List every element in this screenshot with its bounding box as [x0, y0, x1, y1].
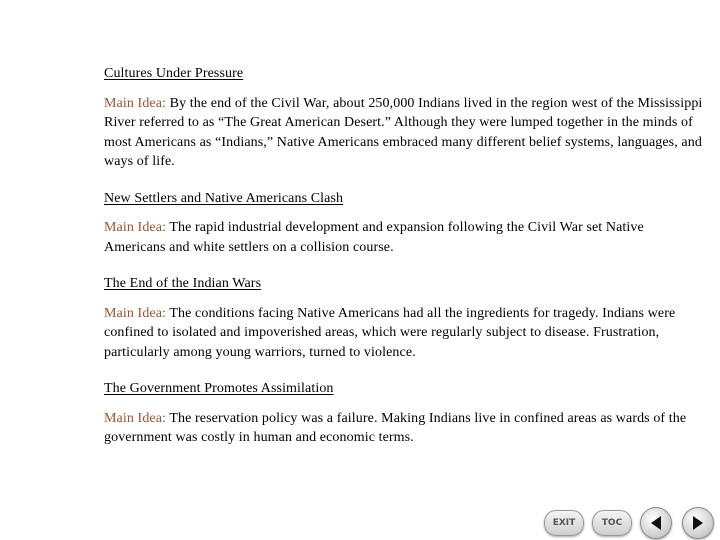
section-heading-link[interactable]: The Government Promotes Assimilation: [104, 381, 334, 396]
triangle-left-icon: [649, 515, 663, 531]
main-idea-text: The rapid industrial development and expansion following the Civil War set Native Americans and white settlers on a collision course.: [104, 220, 644, 255]
next-button[interactable]: [682, 507, 714, 539]
main-idea-paragraph: [104, 94, 704, 172]
main-idea-paragraph: [104, 409, 704, 448]
section-cultures-under-pressure: [104, 64, 704, 172]
main-idea-label: Main Idea:: [104, 410, 167, 426]
section-government-assimilation: [104, 379, 704, 448]
main-idea-text: The conditions facing Native Americans had all the ingredients for tragedy. Indians were confined to isolated and impoverished areas, which were regularly subject to disease. Frustration, particularly among young warriors, turned to violence.: [104, 305, 676, 360]
content-area: [104, 64, 704, 465]
toc-button[interactable]: [592, 510, 632, 536]
exit-button[interactable]: [544, 510, 584, 536]
section-heading-link[interactable]: The End of the Indian Wars: [104, 276, 262, 291]
section-new-settlers: [104, 189, 704, 258]
main-idea-paragraph: [104, 304, 704, 363]
main-idea-text: By the end of the Civil War, about 250,000 Indians lived in the region west of the Mississippi River referred to as “The Great American Desert.” Although they were lumped together in the minds of most Americans as “Indians,” Native Americans embraced many different belief systems, languages, and ways of life.: [104, 95, 703, 169]
section-end-of-indian-wars: [104, 274, 704, 362]
exit-button-label: EXIT: [552, 518, 576, 528]
navigation-bar: [544, 508, 714, 538]
triangle-right-icon: [691, 515, 705, 531]
main-idea-label: Main Idea:: [104, 305, 167, 321]
section-heading-link[interactable]: Cultures Under Pressure: [104, 66, 244, 81]
toc-button-label: TOC: [601, 518, 623, 528]
main-idea-text: The reservation policy was a failure. Making Indians live in confined areas as wards of the government was costly in human and economic terms.: [104, 410, 687, 445]
main-idea-label: Main Idea:: [104, 220, 167, 235]
main-idea-label: Main Idea:: [104, 95, 167, 111]
previous-button[interactable]: [640, 507, 672, 539]
section-heading-link[interactable]: New Settlers and Native Americans Clash: [104, 190, 344, 206]
main-idea-paragraph: [104, 218, 704, 257]
